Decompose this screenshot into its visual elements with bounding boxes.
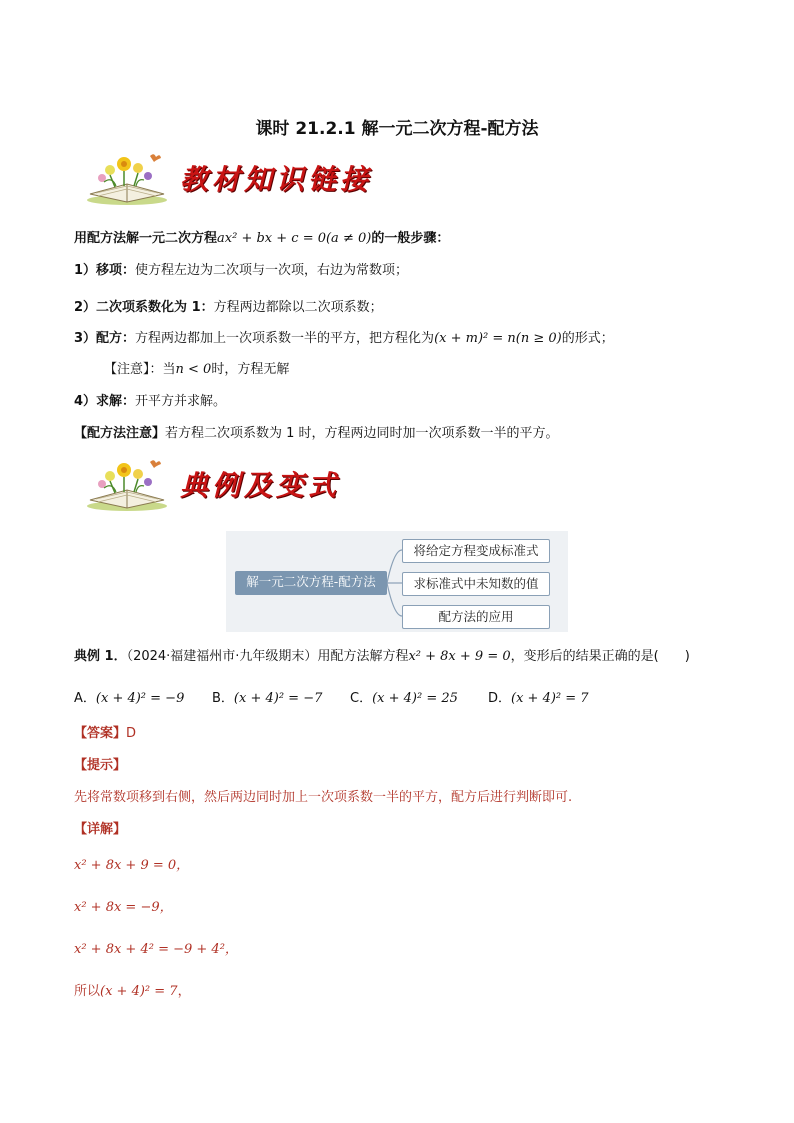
option-expression: (x + 4)² = −9 (95, 691, 185, 706)
banner-title: 教材知识链接 (180, 163, 373, 196)
step-label: 4）求解： (74, 394, 136, 409)
option-letter: B． (212, 691, 234, 706)
method-note-text: 若方程二次项系数为 1 时，方程两边同时加一次项系数一半的平方。 (165, 426, 559, 441)
mindmap-root: 解一元二次方程-配方法 (235, 571, 387, 595)
example-options (74, 690, 589, 708)
step-text: 使方程左边为二次项与一次项，右边为常数项； (135, 263, 409, 278)
mindmap (226, 531, 568, 632)
method-note (74, 425, 559, 443)
intro-pre: 用配方法解一元二次方程 (74, 231, 218, 246)
detail-line: x² + 8x + 9 = 0， (74, 858, 190, 873)
step-label: 3）配方： (74, 331, 136, 346)
book-flower-icon (82, 456, 172, 512)
note-label: 【注意】：当 (104, 362, 176, 377)
step-label: 1）移项： (74, 263, 136, 278)
option-letter: C． (350, 691, 373, 706)
example-source: （2024·福建福州市·九年级期末） (126, 649, 318, 664)
option-expression: (x + 4)² = 7 (511, 691, 589, 706)
detail-line: x² + 8x = −9， (74, 900, 173, 915)
answer-label: 【答案】 (74, 726, 127, 741)
option-expression: (x + 4)² = −7 (233, 691, 323, 706)
mindmap-child: 求标准式中未知数的值 (402, 572, 550, 596)
detail-label: 【详解】 (74, 822, 127, 837)
step-text: 方程两边都加上一次项系数一半的平方，把方程化为 (135, 331, 435, 346)
option-d[interactable] (488, 690, 589, 708)
example-equation: x² + 8x + 9 = 0 (408, 649, 511, 664)
example-pre: 用配方法解方程 (317, 649, 409, 664)
step-post: 的形式； (561, 331, 614, 346)
book-flower-icon (82, 150, 172, 206)
example-question (74, 648, 690, 666)
note-equation: n < 0 (175, 362, 212, 377)
step-3 (74, 330, 614, 348)
option-letter: D． (488, 691, 512, 706)
hint-label: 【提示】 (74, 758, 127, 773)
step-text: 方程两边都除以二次项系数； (213, 300, 383, 315)
example-label: 典例 1． (74, 649, 127, 664)
detail-line: x² + 8x + 4² = −9 + 4²， (74, 942, 238, 957)
answer-line (74, 725, 136, 743)
option-c[interactable] (350, 690, 488, 708)
hint-text: 先将常数项移到右侧，然后两边同时加上一次项系数一半的平方，配方后进行判断即可. (74, 790, 573, 805)
detail-final-pre: 所以 (74, 984, 101, 999)
banner-title: 典例及变式 (180, 469, 341, 502)
example-post: ，变形后的结果正确的是( ) (510, 649, 690, 664)
intro-equation: ax² + bx + c = 0(a ≠ 0) (217, 231, 372, 246)
option-expression: (x + 4)² = 25 (372, 691, 458, 706)
section-banner-textbook (82, 150, 382, 210)
step-text: 开平方并求解。 (135, 394, 227, 409)
option-a[interactable] (74, 690, 212, 708)
mindmap-child: 将给定方程变成标准式 (402, 539, 550, 563)
answer-value: D (126, 726, 137, 741)
section-banner-examples (82, 456, 382, 516)
detail-final (74, 983, 191, 1001)
intro-post: 的一般步骤： (371, 231, 450, 246)
detail-final-equation: (x + 4)² = 7 (100, 984, 178, 999)
intro-line (74, 230, 449, 248)
note-text: 时，方程无解 (211, 362, 290, 377)
step-equation: (x + m)² = n(n ≥ 0) (434, 331, 562, 346)
step-1 (74, 262, 408, 280)
method-note-label: 【配方法注意】 (74, 426, 166, 441)
note-line (104, 361, 289, 379)
detail-final-post: ， (177, 984, 191, 999)
step-2 (74, 299, 383, 317)
page-title: 课时 21.2.1 解一元二次方程-配方法 (255, 119, 539, 139)
step-4 (74, 393, 226, 411)
mindmap-child: 配方法的应用 (402, 605, 550, 629)
option-b[interactable] (212, 690, 350, 708)
step-label: 2）二次项系数化为 1： (74, 300, 214, 315)
option-letter: A． (74, 691, 96, 706)
